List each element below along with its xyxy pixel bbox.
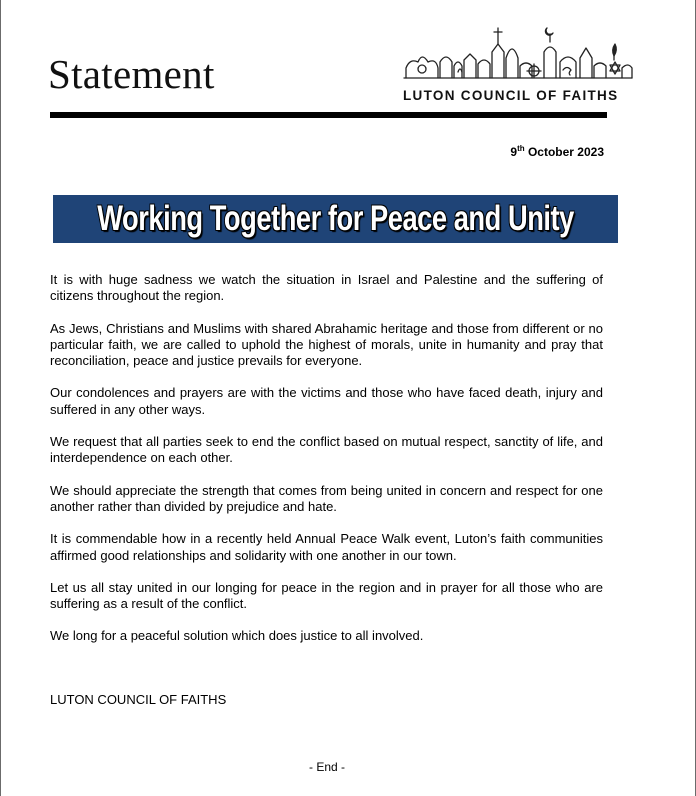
signoff: LUTON COUNCIL OF FAITHS [50, 692, 227, 707]
statement-body [50, 272, 603, 661]
organization-name: LUTON COUNCIL OF FAITHS [403, 88, 619, 103]
headline-banner [53, 195, 618, 243]
paragraph: Let us all stay united in our longing for peace in the region and in prayer for all those who are suffering as a result of the conflict. [50, 579, 603, 612]
paragraph: Our condolences and prayers are with the victims and those who have faced death, injury and suffered in any other ways. [50, 385, 603, 417]
paragraph: We long for a peaceful solution which does justice to all involved. [50, 628, 424, 644]
paragraph: We should appreciate the strength that comes from being united in concern and respect for one another rather than divided by prejudice and hate. [50, 482, 603, 514]
faiths-skyline-logo [400, 22, 636, 84]
paragraph: As Jews, Christians and Muslims with shared Abrahamic heritage and those from different or no particular faith, we are called to uphold the highest of morals, unite in humanity and pray that reconciliation, peace and justice prevails for everyone. [50, 320, 603, 369]
statement-date [0, 145, 604, 159]
date-suffix: th [517, 144, 525, 153]
date-day: 9 [510, 145, 518, 159]
paragraph: It is commendable how in a recently held Annual Peace Walk event, Luton’s faith communities affirmed good relationships and solidarity with one another in our town. [50, 531, 603, 563]
header-divider [50, 112, 607, 118]
paragraph: We request that all parties seek to end the conflict based on mutual respect, sanctity of life, and interdependence on each other. [50, 434, 603, 466]
end-marker: - End - [308, 760, 345, 774]
page-title: Statement [48, 51, 215, 97]
headline-text: Working Together for Peace and Unity [97, 199, 574, 238]
date-month-year: October 2023 [524, 145, 604, 159]
paragraph: It is with huge sadness we watch the situation in Israel and Palestine and the suffering of citizens throughout the region. [50, 272, 603, 304]
